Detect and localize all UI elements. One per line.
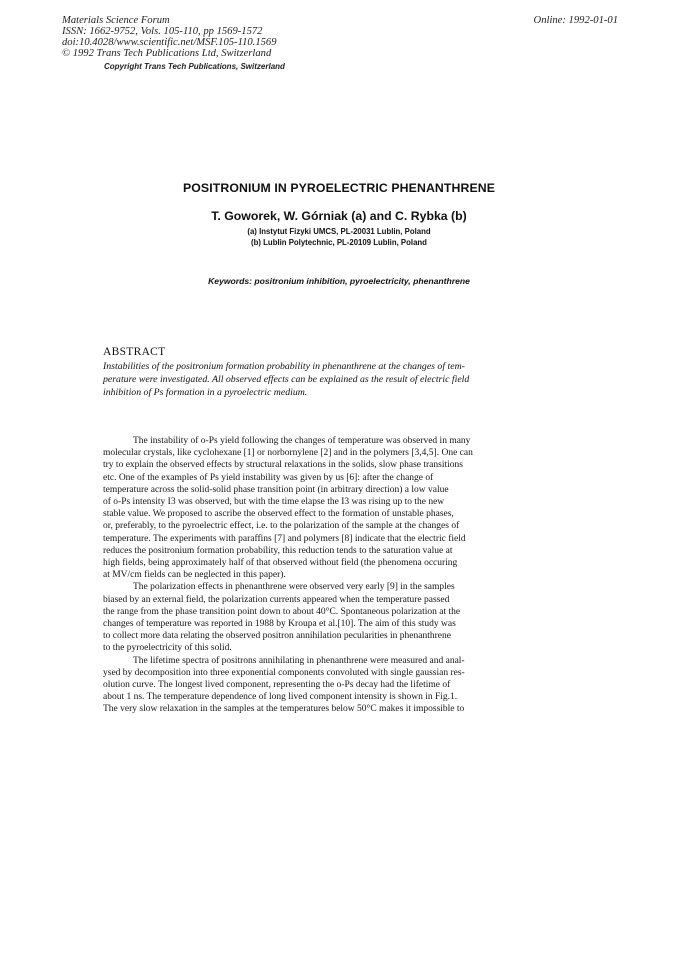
affiliation-b: (b) Lublin Polytechnic, PL-20109 Lublin, Poland (251, 238, 427, 247)
body-line: stable value. We proposed to ascribe the observed effect to the formation of unstable phases, (103, 509, 454, 520)
body-line: temperature across the solid-solid phase transition point (in arbitrary direction) a low value (103, 484, 449, 495)
body-line: or, preferably, to the pyroelectric effect, i.e. to the polarization of the sample at the changes of (103, 521, 460, 532)
journal-name: Materials Science Forum (62, 15, 170, 26)
body-line: ysed by decomposition into three exponential components convoluted with single gaussian res- (103, 667, 465, 678)
body-line: reduces the positronium formation probability, this reduction tends to the saturation value at (103, 545, 453, 556)
keywords: Keywords: positronium inhibition, pyroelectricity, phenanthrene (208, 276, 470, 286)
body-line: try to explain the observed effects by structural relaxations in the solids, slow phase transitions (103, 460, 463, 471)
paper-authors: T. Goworek, W. Górniak (a) and C. Rybka (b) (211, 209, 467, 223)
body-text (103, 435, 575, 716)
paper-title: POSITRONIUM IN PYROELECTRIC PHENANTHRENE (182, 181, 496, 195)
body-line: to collect more data relating the observed positron annihilation pecularities in phenanthrene (103, 631, 451, 642)
abstract-line: Instabilities of the positronium formation probability in phenanthrene at the changes of tem- (103, 361, 465, 372)
issn-line: ISSN: 1662-9752, Vols. 105-110, pp 1569-1572 (62, 26, 263, 37)
body-line: high fields, being approximately half of that observed without field (the phenomena occuring (103, 558, 458, 569)
body-line: The very slow relaxation in the samples at the temperatures below 50°C makes it impossible to (103, 704, 465, 715)
body-line: etc. One of the examples of Ps yield instability was given by us [6]: after the change of (103, 472, 434, 483)
body-line: biased by an external field, the polarization currents appeared when the temperature passed (103, 594, 450, 605)
body-line: at MV/cm fields can be neglected in this paper). (103, 570, 286, 581)
body-line: temperature. The experiments with paraffins [7] and polymers [8] indicate that the electric field (103, 533, 466, 544)
body-line: of o-Ps intensity I3 was observed, but with the time elapse the I3 was rising up to the new (103, 497, 445, 508)
body-line: olution curve. The longest lived component, representing the o-Ps decay had the lifetime of (103, 680, 451, 691)
online-date: Online: 1992-01-01 (533, 15, 618, 26)
abstract-heading: ABSTRACT (103, 346, 166, 358)
journal-metadata (62, 15, 277, 59)
abstract-line: inhibition of Ps formation in a pyroelectric medium. (103, 387, 308, 398)
doi-link[interactable]: doi:10.4028/www.scientific.net/MSF.105-110.1569 (62, 37, 277, 48)
body-line: The instability of o-Ps yield following the changes of temperature was observed in many (133, 436, 471, 446)
body-line: The lifetime spectra of positrons annihilating in phenanthrene were measured and anal- (133, 655, 465, 666)
copyright-line: © 1992 Trans Tech Publications Ltd, Switzerland (62, 48, 272, 59)
body-line: changes of temperature was reported in 1988 by Kroupa et al.[10]. The aim of this study was (103, 619, 456, 630)
body-line: The polarization effects in phenanthrene were observed very early [9] in the samples (133, 582, 455, 593)
abstract-text (103, 360, 573, 399)
body-line: about 1 ns. The temperature dependence of long lived component intensity is shown in Fig.1. (103, 692, 458, 703)
copyright-stamp: Copyright Trans Tech Publications, Switzerland (104, 62, 285, 71)
body-line: to the pyroelectricity of this solid. (103, 643, 232, 654)
body-line: the range from the phase transition point down to about 40°C. Spontaneous polarization at the (103, 606, 461, 617)
affiliation-a: (a) Instytut Fizyki UMCS, PL-20031 Lublin, Poland (247, 227, 431, 236)
abstract-line: perature were investigated. All observed effects can be explained as the result of electric field (103, 374, 470, 385)
body-line: molecular crystals, like cyclohexane [1] or norbornylene [2] and in the polymers [3,4,5]. One can (103, 448, 473, 459)
